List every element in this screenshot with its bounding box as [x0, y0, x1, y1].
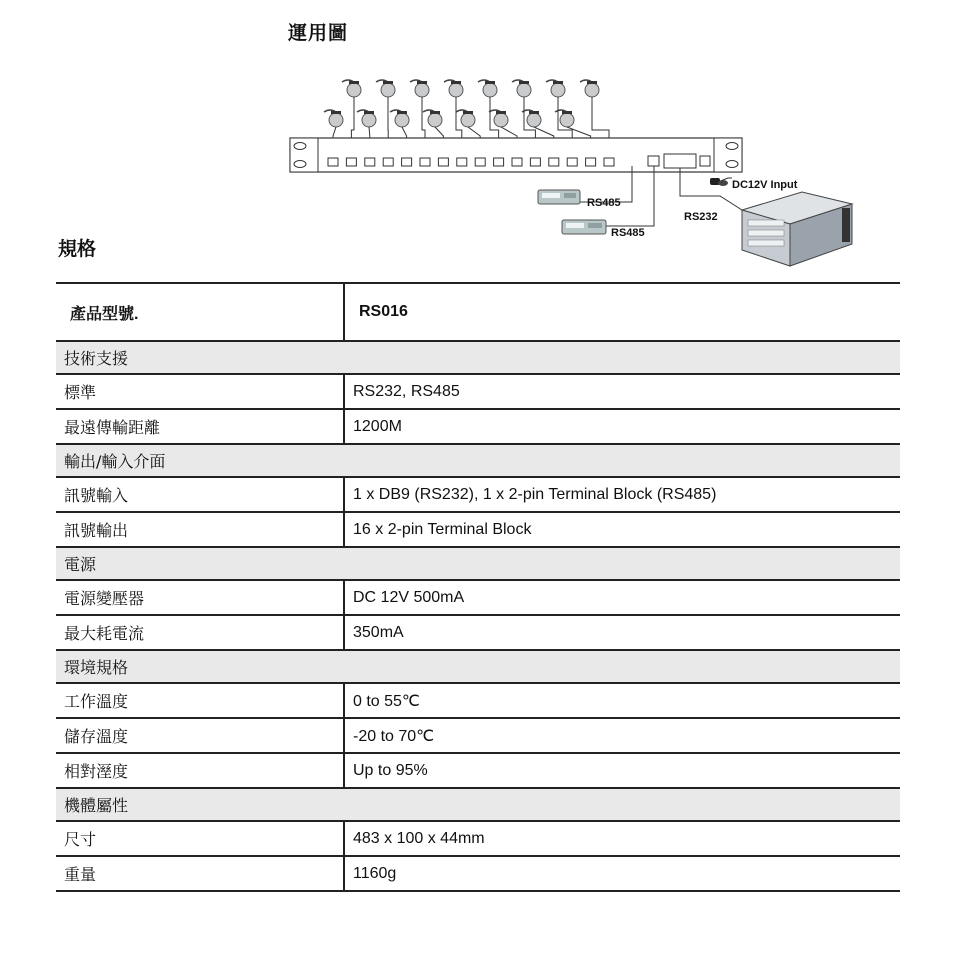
dome-camera-icon: [376, 80, 395, 97]
rs485-label-bottom: RS485: [611, 227, 645, 239]
output-port: [494, 158, 504, 166]
section-row: [56, 444, 900, 477]
output-port: [402, 158, 412, 166]
dome-camera-icon: [478, 80, 497, 97]
dome-camera-icon: [390, 110, 409, 127]
spec-label: 工作溫度: [56, 683, 344, 718]
output-port: [346, 158, 356, 166]
section-row: [56, 788, 900, 821]
dome-camera-icon: [444, 80, 463, 97]
rs232-label: RS232: [684, 211, 718, 223]
spec-value: 350mA: [344, 615, 900, 650]
model-header-row: [56, 283, 900, 341]
rs016-rack-unit: [290, 138, 742, 172]
spec-value: 1200M: [344, 409, 900, 444]
output-port: [475, 158, 485, 166]
spec-row: [56, 580, 900, 615]
output-port: [328, 158, 338, 166]
keyboard-controller-1: [538, 190, 580, 204]
spec-value: 483 x 100 x 44mm: [344, 821, 900, 856]
spec-row: [56, 683, 900, 718]
model-label: 產品型號.: [56, 283, 344, 341]
dome-camera-icon: [324, 110, 343, 127]
output-port: [457, 158, 467, 166]
section-row: [56, 650, 900, 683]
spec-value: 1 x DB9 (RS232), 1 x 2-pin Terminal Block (RS485): [344, 477, 900, 512]
spec-label: 最大耗電流: [56, 615, 344, 650]
section-title: 電源: [56, 547, 900, 580]
dome-camera-icon: [410, 80, 429, 97]
spec-label: 儲存溫度: [56, 718, 344, 753]
spec-table: [56, 282, 900, 892]
spec-row: [56, 374, 900, 409]
dome-camera-icon: [522, 110, 541, 127]
section-title: 技術支援: [56, 341, 900, 374]
spec-row: [56, 477, 900, 512]
spec-label: 訊號輸出: [56, 512, 344, 547]
dome-camera-icon: [456, 110, 475, 127]
dome-camera-icon: [342, 80, 361, 97]
spec-label: 相對溼度: [56, 753, 344, 788]
output-port: [512, 158, 522, 166]
spec-label: 訊號輸入: [56, 477, 344, 512]
keyboard-controller-2: [562, 220, 606, 234]
spec-label: 最遠傳輸距離: [56, 409, 344, 444]
dome-camera-icon: [489, 110, 508, 127]
spec-label: 電源變壓器: [56, 580, 344, 615]
spec-row: [56, 718, 900, 753]
section-row: [56, 547, 900, 580]
dc-input-label: DC12V Input: [732, 179, 798, 191]
output-port: [438, 158, 448, 166]
spec-heading: 規格: [58, 238, 97, 260]
output-port: [383, 158, 393, 166]
spec-value: 0 to 55℃: [344, 683, 900, 718]
output-port: [365, 158, 375, 166]
spec-label: 尺寸: [56, 821, 344, 856]
section-title: 環境規格: [56, 650, 900, 683]
application-diagram: [280, 70, 880, 280]
spec-value: 1160g: [344, 856, 900, 891]
spec-value: Up to 95%: [344, 753, 900, 788]
spec-label: 標準: [56, 374, 344, 409]
dome-camera-icon: [546, 80, 565, 97]
spec-value: RS232, RS485: [344, 374, 900, 409]
dome-camera-icon: [580, 80, 599, 97]
dvr-unit: [742, 192, 852, 266]
section-title: 輸出/輸入介面: [56, 444, 900, 477]
dome-camera-icon: [512, 80, 531, 97]
dome-camera-icon: [423, 110, 442, 127]
model-value: RS016: [344, 283, 900, 341]
section-title: 機體屬性: [56, 788, 900, 821]
spec-row: [56, 615, 900, 650]
spec-row: [56, 856, 900, 891]
diagram-title: 運用圖: [288, 22, 349, 44]
output-port: [586, 158, 596, 166]
spec-label: 重量: [56, 856, 344, 891]
spec-value: -20 to 70℃: [344, 718, 900, 753]
spec-row: [56, 409, 900, 444]
spec-value: 16 x 2-pin Terminal Block: [344, 512, 900, 547]
output-port: [604, 158, 614, 166]
spec-row: [56, 512, 900, 547]
output-port: [530, 158, 540, 166]
rs485-label-top: RS485: [587, 197, 621, 209]
output-port: [549, 158, 559, 166]
dome-camera-icon: [357, 110, 376, 127]
spec-value: DC 12V 500mA: [344, 580, 900, 615]
output-port: [420, 158, 430, 166]
section-row: [56, 341, 900, 374]
spec-row: [56, 821, 900, 856]
output-port: [567, 158, 577, 166]
spec-row: [56, 753, 900, 788]
